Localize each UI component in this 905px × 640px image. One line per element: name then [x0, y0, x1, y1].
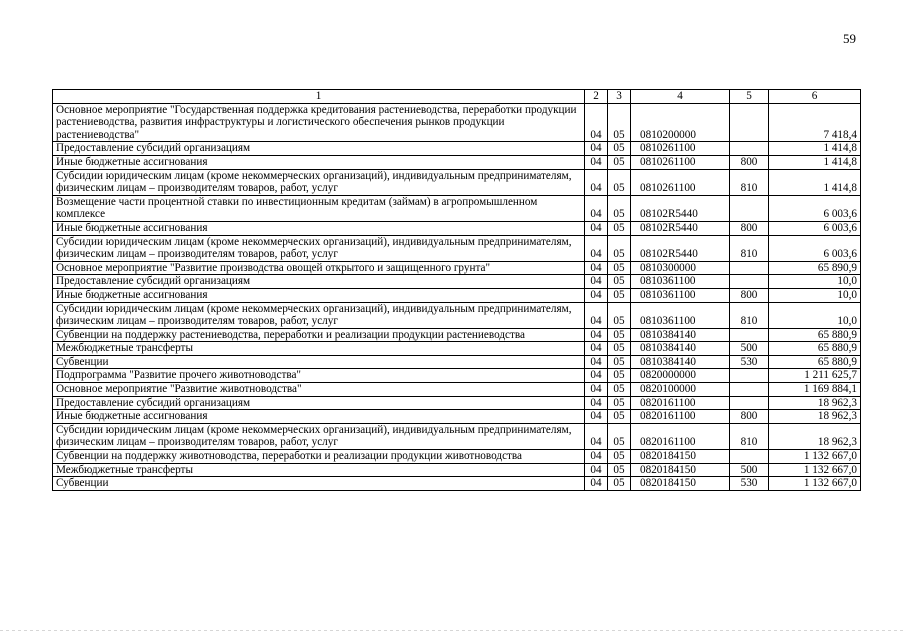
row-section-cell: 04	[585, 275, 608, 289]
row-subsection-cell: 05	[608, 261, 631, 275]
row-name-cell: Межбюджетные трансферты	[53, 463, 585, 477]
row-subsection-cell: 05	[608, 396, 631, 410]
row-expense-type-cell	[730, 275, 769, 289]
row-target-article-cell: 0820161100	[631, 396, 730, 410]
column-header-1: 1	[53, 90, 585, 104]
row-expense-type-cell: 530	[730, 355, 769, 369]
column-header-2: 2	[585, 90, 608, 104]
row-expense-type-cell: 810	[730, 169, 769, 195]
row-expense-type-cell: 530	[730, 477, 769, 491]
row-amount-cell: 1 132 667,0	[769, 477, 861, 491]
row-target-article-cell: 08102R5440	[631, 195, 730, 221]
row-expense-type-cell: 800	[730, 410, 769, 424]
row-amount-cell: 1 211 625,7	[769, 369, 861, 383]
row-subsection-cell: 05	[608, 169, 631, 195]
row-name-cell: Основное мероприятие "Государственная поддержка кредитования растениеводства, переработки продукции растениеводства, развития инфраструктуры и логистического обеспечения рынков продукции растениеводства"	[53, 103, 585, 142]
table-row	[53, 235, 861, 261]
row-target-article-cell: 0820161100	[631, 423, 730, 449]
table-row	[53, 463, 861, 477]
row-target-article-cell: 0810200000	[631, 103, 730, 142]
row-subsection-cell: 05	[608, 221, 631, 235]
row-name-cell: Межбюджетные трансферты	[53, 342, 585, 356]
row-amount-cell: 1 169 884,1	[769, 383, 861, 397]
table-row	[53, 342, 861, 356]
row-expense-type-cell	[730, 383, 769, 397]
row-section-cell: 04	[585, 328, 608, 342]
table-body	[53, 90, 861, 491]
row-subsection-cell: 05	[608, 410, 631, 424]
row-name-cell: Субсидии юридическим лицам (кроме некоммерческих организаций), индивидуальным предпринимателям, физическим лицам – производителям товаров, работ, услуг	[53, 302, 585, 328]
row-expense-type-cell	[730, 450, 769, 464]
row-expense-type-cell	[730, 103, 769, 142]
row-subsection-cell: 05	[608, 463, 631, 477]
row-subsection-cell: 05	[608, 369, 631, 383]
row-expense-type-cell: 810	[730, 423, 769, 449]
row-target-article-cell: 0820000000	[631, 369, 730, 383]
row-section-cell: 04	[585, 103, 608, 142]
row-target-article-cell: 0820184150	[631, 463, 730, 477]
table-row	[53, 355, 861, 369]
row-amount-cell: 7 418,4	[769, 103, 861, 142]
row-name-cell: Иные бюджетные ассигнования	[53, 410, 585, 424]
row-subsection-cell: 05	[608, 423, 631, 449]
row-amount-cell: 65 880,9	[769, 328, 861, 342]
row-amount-cell: 1 414,8	[769, 169, 861, 195]
row-name-cell: Основное мероприятие "Развитие производства овощей открытого и защищенного грунта"	[53, 261, 585, 275]
row-target-article-cell: 08102R5440	[631, 221, 730, 235]
table-row	[53, 155, 861, 169]
row-expense-type-cell	[730, 369, 769, 383]
row-section-cell: 04	[585, 221, 608, 235]
row-name-cell: Иные бюджетные ассигнования	[53, 288, 585, 302]
column-header-6: 6	[769, 90, 861, 104]
row-amount-cell: 65 880,9	[769, 355, 861, 369]
row-amount-cell: 1 414,8	[769, 142, 861, 156]
row-target-article-cell: 0820184150	[631, 477, 730, 491]
row-amount-cell: 10,0	[769, 275, 861, 289]
table-row	[53, 221, 861, 235]
row-target-article-cell: 0810300000	[631, 261, 730, 275]
row-section-cell: 04	[585, 155, 608, 169]
table-header-row	[53, 90, 861, 104]
row-subsection-cell: 05	[608, 328, 631, 342]
table-row	[53, 477, 861, 491]
table-row	[53, 169, 861, 195]
row-subsection-cell: 05	[608, 342, 631, 356]
table-row	[53, 450, 861, 464]
table-row	[53, 195, 861, 221]
row-target-article-cell: 0810361100	[631, 302, 730, 328]
row-expense-type-cell: 810	[730, 235, 769, 261]
row-expense-type-cell: 800	[730, 155, 769, 169]
row-target-article-cell: 0810261100	[631, 169, 730, 195]
row-section-cell: 04	[585, 423, 608, 449]
row-section-cell: 04	[585, 410, 608, 424]
row-section-cell: 04	[585, 463, 608, 477]
row-section-cell: 04	[585, 369, 608, 383]
table-row	[53, 410, 861, 424]
row-name-cell: Возмещение части процентной ставки по инвестиционным кредитам (займам) в агропромышленном комплексе	[53, 195, 585, 221]
row-name-cell: Субсидии юридическим лицам (кроме некоммерческих организаций), индивидуальным предпринимателям, физическим лицам – производителям товаров, работ, услуг	[53, 235, 585, 261]
table-row	[53, 261, 861, 275]
row-name-cell: Иные бюджетные ассигнования	[53, 155, 585, 169]
row-target-article-cell: 0810384140	[631, 328, 730, 342]
page-number: 59	[843, 31, 856, 46]
row-subsection-cell: 05	[608, 450, 631, 464]
row-section-cell: 04	[585, 169, 608, 195]
row-expense-type-cell	[730, 396, 769, 410]
row-section-cell: 04	[585, 477, 608, 491]
row-section-cell: 04	[585, 261, 608, 275]
row-target-article-cell: 0820100000	[631, 383, 730, 397]
row-expense-type-cell	[730, 261, 769, 275]
row-target-article-cell: 0810361100	[631, 288, 730, 302]
table-row	[53, 369, 861, 383]
scan-artifact-line	[0, 630, 905, 631]
row-target-article-cell: 0810261100	[631, 142, 730, 156]
budget-table	[52, 89, 861, 491]
table-row	[53, 288, 861, 302]
row-section-cell: 04	[585, 195, 608, 221]
row-target-article-cell: 08102R5440	[631, 235, 730, 261]
row-subsection-cell: 05	[608, 142, 631, 156]
column-header-4: 4	[631, 90, 730, 104]
row-section-cell: 04	[585, 355, 608, 369]
row-expense-type-cell: 500	[730, 463, 769, 477]
row-name-cell: Иные бюджетные ассигнования	[53, 221, 585, 235]
table-row	[53, 383, 861, 397]
row-section-cell: 04	[585, 450, 608, 464]
row-expense-type-cell	[730, 195, 769, 221]
row-name-cell: Субвенции на поддержку растениеводства, переработки и реализации продукции растениеводства	[53, 328, 585, 342]
row-subsection-cell: 05	[608, 155, 631, 169]
row-section-cell: 04	[585, 396, 608, 410]
row-expense-type-cell	[730, 328, 769, 342]
row-name-cell: Субвенции	[53, 477, 585, 491]
column-header-5: 5	[730, 90, 769, 104]
row-target-article-cell: 0810384140	[631, 355, 730, 369]
row-subsection-cell: 05	[608, 275, 631, 289]
row-target-article-cell: 0810261100	[631, 155, 730, 169]
table-row	[53, 103, 861, 142]
row-section-cell: 04	[585, 342, 608, 356]
row-section-cell: 04	[585, 235, 608, 261]
row-amount-cell: 6 003,6	[769, 235, 861, 261]
row-subsection-cell: 05	[608, 288, 631, 302]
row-amount-cell: 18 962,3	[769, 423, 861, 449]
row-target-article-cell: 0820184150	[631, 450, 730, 464]
row-name-cell: Предоставление субсидий организациям	[53, 396, 585, 410]
row-expense-type-cell: 800	[730, 288, 769, 302]
row-amount-cell: 1 132 667,0	[769, 463, 861, 477]
row-expense-type-cell: 500	[730, 342, 769, 356]
row-section-cell: 04	[585, 302, 608, 328]
row-amount-cell: 1 414,8	[769, 155, 861, 169]
row-amount-cell: 1 132 667,0	[769, 450, 861, 464]
row-subsection-cell: 05	[608, 235, 631, 261]
row-name-cell: Основное мероприятие "Развитие животноводства"	[53, 383, 585, 397]
row-subsection-cell: 05	[608, 103, 631, 142]
column-header-3: 3	[608, 90, 631, 104]
row-name-cell: Подпрограмма "Развитие прочего животноводства"	[53, 369, 585, 383]
table-row	[53, 396, 861, 410]
row-section-cell: 04	[585, 142, 608, 156]
row-expense-type-cell: 810	[730, 302, 769, 328]
row-name-cell: Субвенции на поддержку животноводства, переработки и реализации продукции животноводства	[53, 450, 585, 464]
row-target-article-cell: 0810361100	[631, 275, 730, 289]
row-amount-cell: 18 962,3	[769, 396, 861, 410]
row-amount-cell: 10,0	[769, 288, 861, 302]
row-expense-type-cell	[730, 142, 769, 156]
row-expense-type-cell: 800	[730, 221, 769, 235]
row-subsection-cell: 05	[608, 195, 631, 221]
row-subsection-cell: 05	[608, 477, 631, 491]
row-name-cell: Предоставление субсидий организациям	[53, 142, 585, 156]
row-subsection-cell: 05	[608, 383, 631, 397]
row-subsection-cell: 05	[608, 302, 631, 328]
table-row	[53, 275, 861, 289]
table-row	[53, 328, 861, 342]
table-row	[53, 142, 861, 156]
row-name-cell: Субвенции	[53, 355, 585, 369]
row-amount-cell: 18 962,3	[769, 410, 861, 424]
row-amount-cell: 6 003,6	[769, 221, 861, 235]
row-amount-cell: 6 003,6	[769, 195, 861, 221]
row-target-article-cell: 0820161100	[631, 410, 730, 424]
row-section-cell: 04	[585, 383, 608, 397]
row-amount-cell: 65 890,9	[769, 261, 861, 275]
row-subsection-cell: 05	[608, 355, 631, 369]
row-name-cell: Субсидии юридическим лицам (кроме некоммерческих организаций), индивидуальным предпринимателям, физическим лицам – производителям товаров, работ, услуг	[53, 423, 585, 449]
table-row	[53, 423, 861, 449]
row-target-article-cell: 0810384140	[631, 342, 730, 356]
row-amount-cell: 65 880,9	[769, 342, 861, 356]
table-row	[53, 302, 861, 328]
row-section-cell: 04	[585, 288, 608, 302]
row-name-cell: Субсидии юридическим лицам (кроме некоммерческих организаций), индивидуальным предпринимателям, физическим лицам – производителям товаров, работ, услуг	[53, 169, 585, 195]
row-name-cell: Предоставление субсидий организациям	[53, 275, 585, 289]
row-amount-cell: 10,0	[769, 302, 861, 328]
